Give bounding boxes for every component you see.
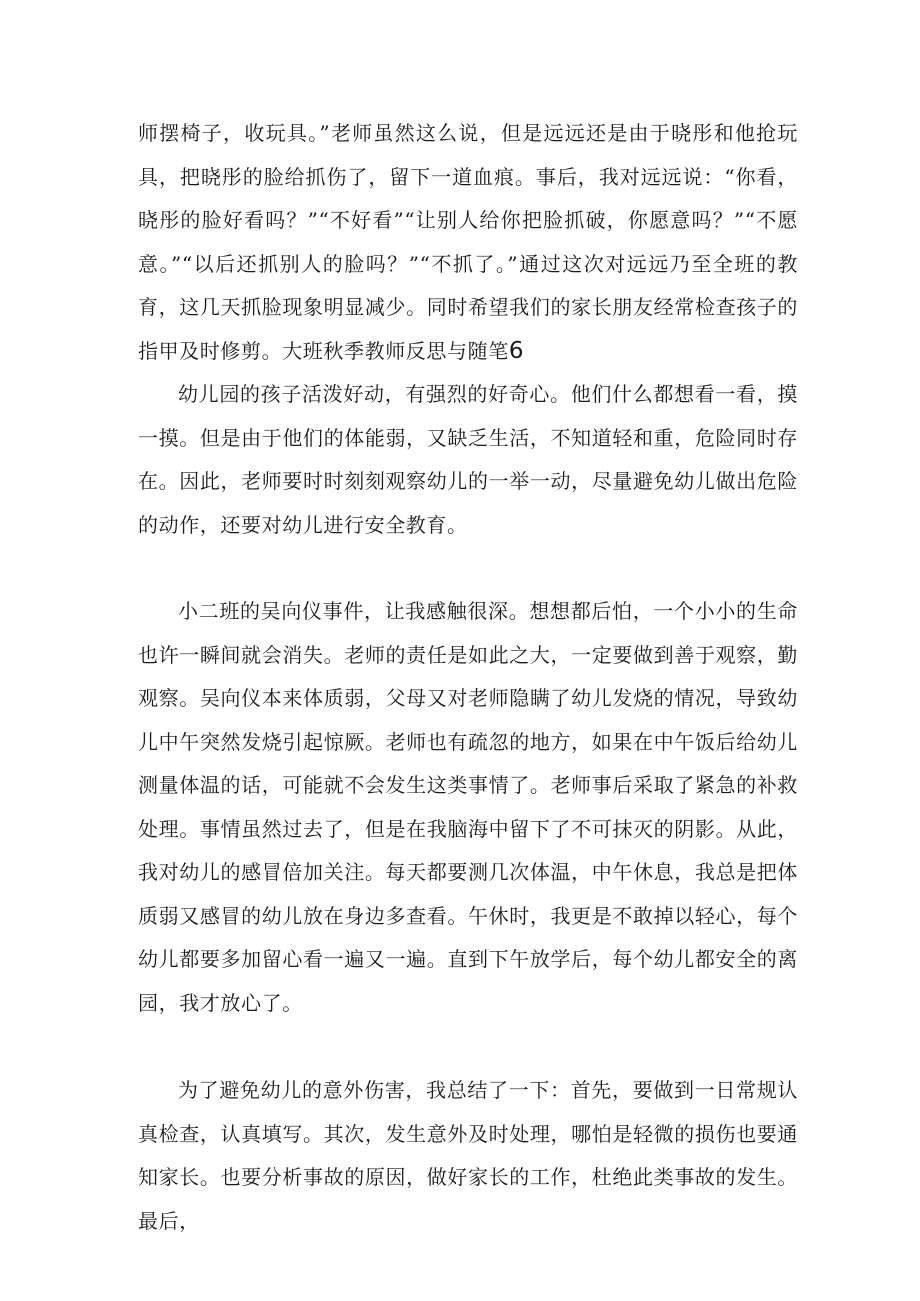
section-number: 6 — [508, 337, 524, 364]
section-heading: 大班秋季教师反思与随笔 — [282, 338, 509, 363]
paragraph-1-text: 师摆椅子，收玩具。”老师虽然这么说，但是远远还是由于晓彤和他抢玩具，把晓彤的脸给抓伤了，留下一道血痕。事后，我对远远说：“你看，晓彤的脸好看吗？”“不好看”“让别人给你把脸抓破，你愿意吗？”“不愿意。”“以后还抓别人的脸吗？”“不抓了。”通过这次对远远乃至全班的教育，这几天抓脸现象明显减少。同时希望我们的家长朋友经常检查孩子的指甲及时修剪。 — [138, 121, 798, 363]
paragraph-3: 小二班的吴向仪事件，让我感触很深。想想都后怕，一个小小的生命也许一瞬间就会消失。老师的责任是如此之大，一定要做到善于观察，勤观察。吴向仪本来体质弱，父母又对老师隐瞒了幼儿发烧的情况，导致幼儿中午突然发烧引起惊厥。老师也有疏忽的地方，如果在中午饭后给幼儿测量体温的话，可能就不会发生这类事情了。老师事后采取了紧急的补救处理。事情虽然过去了，但是在我脑海中留下了不可抹灭的阴影。从此，我对幼儿的感冒倍加关注。每天都要测几次体温，中午休息，我总是把体质弱又感冒的幼儿放在身边多查看。午休时，我更是不敢掉以轻心，每个幼儿都要多加留心看一遍又一遍。直到下午放学后，每个幼儿都安全的离园，我才放心了。 — [138, 599, 798, 1015]
paragraph-2: 幼儿园的孩子活泼好动，有强烈的好奇心。他们什么都想看一看，摸一摸。但是由于他们的体能弱，又缺乏生活，不知道轻和重，危险同时存在。因此，老师要时时刻刻观察幼儿的一举一动，尽量避免幼儿做出危险的动作，还要对幼儿进行安全教育。 — [138, 382, 798, 537]
paragraph-continuation — [138, 112, 798, 373]
paragraph-4: 为了避免幼儿的意外伤害，我总结了一下：首先，要做到一日常规认真检查，认真填写。其次，发生意外及时处理，哪怕是轻微的损伤也要通知家长。也要分析事故的原因，做好家长的工作，杜绝此类事故的发生。最后， — [138, 1078, 798, 1233]
